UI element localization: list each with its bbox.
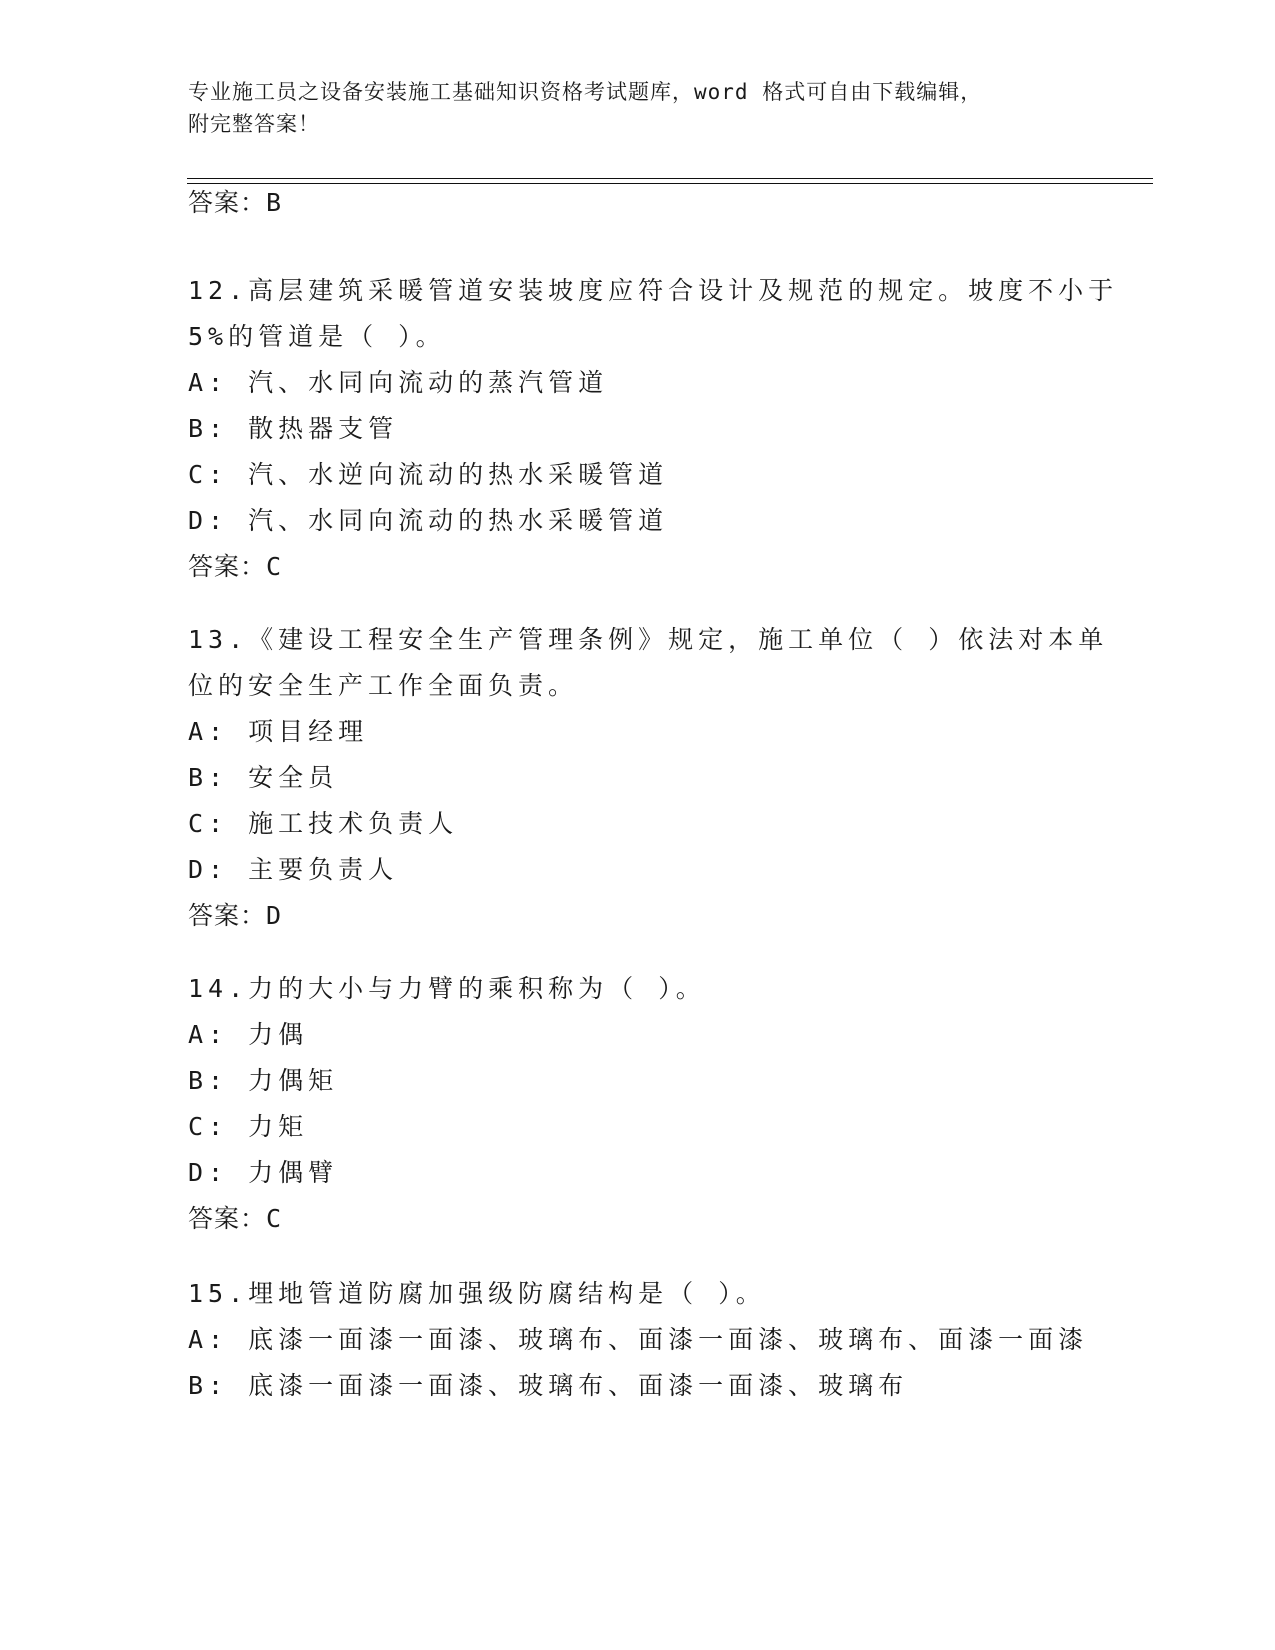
question-stem: 12.高层建筑采暖管道安装坡度应符合设计及规范的规定。坡度不小于 [188, 276, 1119, 305]
document-header [188, 76, 1088, 140]
answer-value: C [266, 1204, 283, 1233]
question-stem: 15.埋地管道防腐加强级防腐结构是（ ）。 [188, 1279, 766, 1308]
answer-value: B [266, 188, 283, 217]
header-line-1: 专业施工员之设备安装施工基础知识资格考试题库，word 格式可自由下载编辑， [188, 80, 983, 104]
option-d: D: 力偶臂 [188, 1158, 339, 1187]
question-stem: 5%的管道是（ ）。 [188, 322, 446, 351]
answer-value: C [266, 552, 283, 581]
option-a: A: 力偶 [188, 1020, 309, 1049]
answer-line [188, 544, 1088, 590]
answer-line [188, 893, 1088, 939]
question-14 [188, 966, 1088, 1242]
question-12 [188, 268, 1119, 590]
option-c: C: 施工技术负责人 [188, 809, 459, 838]
header-line-2: 附完整答案！ [188, 112, 320, 136]
previous-answer [188, 180, 1088, 226]
answer-label: 答案： [188, 901, 267, 930]
answer-value: D [266, 901, 283, 930]
answer-line [188, 1196, 1088, 1242]
answer-label: 答案： [188, 1204, 267, 1233]
answer-label: 答案： [188, 552, 267, 581]
question-15 [188, 1271, 1088, 1409]
option-d: D: 主要负责人 [188, 855, 399, 884]
header-divider-top [187, 178, 1153, 179]
option-a: A: 项目经理 [188, 717, 369, 746]
question-stem: 13.《建设工程安全生产管理条例》规定，施工单位（ ）依法对本单 [188, 625, 1109, 654]
option-b: B: 力偶矩 [188, 1066, 339, 1095]
question-13 [188, 617, 1109, 939]
option-c: C: 力矩 [188, 1112, 309, 1141]
option-a: A: 汽、水同向流动的蒸汽管道 [188, 368, 609, 397]
option-a: A: 底漆一面漆一面漆、玻璃布、面漆一面漆、玻璃布、面漆一面漆 [188, 1325, 1089, 1354]
option-c: C: 汽、水逆向流动的热水采暖管道 [188, 460, 669, 489]
option-d: D: 汽、水同向流动的热水采暖管道 [188, 506, 669, 535]
option-b: B: 散热器支管 [188, 414, 399, 443]
option-b: B: 底漆一面漆一面漆、玻璃布、面漆一面漆、玻璃布 [188, 1371, 909, 1400]
question-stem: 位的安全生产工作全面负责。 [188, 671, 579, 700]
option-b: B: 安全员 [188, 763, 339, 792]
answer-label: 答案： [188, 188, 267, 217]
question-stem: 14.力的大小与力臂的乘积称为（ ）。 [188, 974, 706, 1003]
